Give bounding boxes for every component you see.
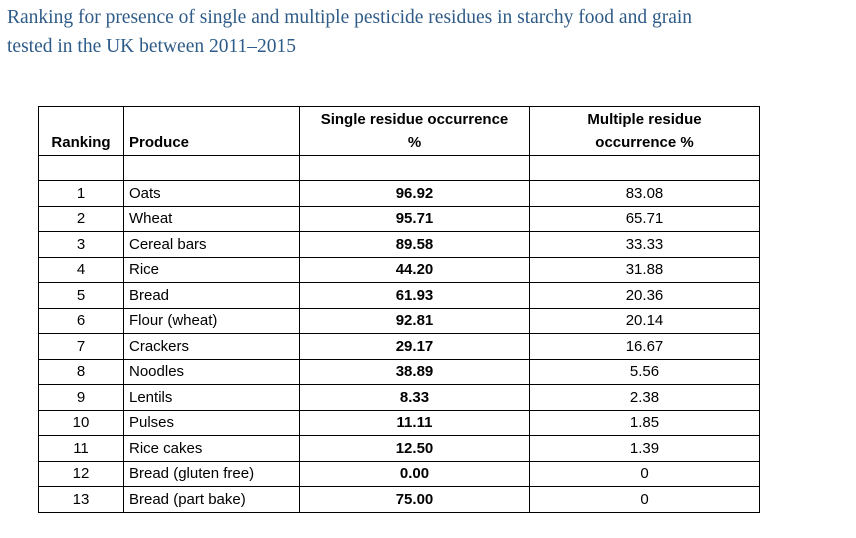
multiple-residue-cell: 1.39 [530, 436, 760, 462]
single-residue-cell: 38.89 [300, 359, 530, 385]
header-single-line-2: % [407, 134, 422, 151]
table-row [39, 232, 760, 258]
multiple-residue-cell: 1.85 [530, 410, 760, 436]
rank-cell: 2 [39, 206, 124, 232]
single-residue-cell: 0.00 [300, 461, 530, 487]
multiple-residue-cell: 20.36 [530, 283, 760, 309]
spacer-cell [124, 156, 300, 181]
single-residue-cell: 92.81 [300, 308, 530, 334]
table-row [39, 257, 760, 283]
rank-cell: 7 [39, 334, 124, 360]
produce-cell: Oats [124, 181, 300, 207]
header-single-line-1: Single residue occurrence [320, 111, 509, 128]
single-residue-cell: 89.58 [300, 232, 530, 258]
rank-cell: 1 [39, 181, 124, 207]
multiple-residue-cell: 65.71 [530, 206, 760, 232]
single-residue-cell: 8.33 [300, 385, 530, 411]
table-row [39, 359, 760, 385]
produce-cell: Pulses [124, 410, 300, 436]
residue-ranking-table [38, 106, 760, 513]
table-header-row [39, 107, 760, 156]
rank-cell: 4 [39, 257, 124, 283]
single-residue-cell: 95.71 [300, 206, 530, 232]
table-spacer-row [39, 156, 760, 181]
spacer-cell [530, 156, 760, 181]
table-row [39, 385, 760, 411]
single-residue-cell: 96.92 [300, 181, 530, 207]
table-row [39, 308, 760, 334]
produce-cell: Bread [124, 283, 300, 309]
produce-cell: Bread (gluten free) [124, 461, 300, 487]
spacer-cell [39, 156, 124, 181]
multiple-residue-cell: 0 [530, 461, 760, 487]
rank-cell: 3 [39, 232, 124, 258]
multiple-residue-cell: 16.67 [530, 334, 760, 360]
multiple-residue-cell: 2.38 [530, 385, 760, 411]
rank-cell: 13 [39, 487, 124, 513]
table-row [39, 436, 760, 462]
produce-cell: Noodles [124, 359, 300, 385]
rank-cell: 10 [39, 410, 124, 436]
rank-cell: 6 [39, 308, 124, 334]
single-residue-cell: 61.93 [300, 283, 530, 309]
produce-cell: Rice cakes [124, 436, 300, 462]
table-row [39, 487, 760, 513]
rank-cell: 5 [39, 283, 124, 309]
multiple-residue-cell: 33.33 [530, 232, 760, 258]
header-ranking: Ranking [39, 107, 124, 156]
title-line-2: tested in the UK between 2011–2015 [7, 36, 297, 57]
multiple-residue-cell: 0 [530, 487, 760, 513]
multiple-residue-cell: 20.14 [530, 308, 760, 334]
rank-cell: 12 [39, 461, 124, 487]
header-multiple-residue [530, 107, 760, 156]
spacer-cell [300, 156, 530, 181]
single-residue-cell: 75.00 [300, 487, 530, 513]
produce-cell: Cereal bars [124, 232, 300, 258]
single-residue-cell: 12.50 [300, 436, 530, 462]
produce-cell: Flour (wheat) [124, 308, 300, 334]
single-residue-cell: 29.17 [300, 334, 530, 360]
multiple-residue-cell: 83.08 [530, 181, 760, 207]
header-multiple-line-1: Multiple residue [587, 111, 702, 128]
table-row [39, 410, 760, 436]
single-residue-cell: 44.20 [300, 257, 530, 283]
header-multiple-line-2: occurrence % [595, 134, 694, 151]
rank-cell: 9 [39, 385, 124, 411]
title-line-1: Ranking for presence of single and multiple pesticide residues in starchy food and grain [7, 7, 693, 28]
produce-cell: Lentils [124, 385, 300, 411]
page-title [7, 3, 856, 61]
rank-cell: 11 [39, 436, 124, 462]
produce-cell: Wheat [124, 206, 300, 232]
multiple-residue-cell: 31.88 [530, 257, 760, 283]
table-row [39, 181, 760, 207]
produce-cell: Bread (part bake) [124, 487, 300, 513]
produce-cell: Crackers [124, 334, 300, 360]
header-produce: Produce [124, 107, 300, 156]
produce-cell: Rice [124, 257, 300, 283]
rank-cell: 8 [39, 359, 124, 385]
single-residue-cell: 11.11 [300, 410, 530, 436]
table-row [39, 461, 760, 487]
table-row [39, 206, 760, 232]
table-row [39, 283, 760, 309]
multiple-residue-cell: 5.56 [530, 359, 760, 385]
table-row [39, 334, 760, 360]
header-single-residue [300, 107, 530, 156]
table-body [39, 156, 760, 513]
